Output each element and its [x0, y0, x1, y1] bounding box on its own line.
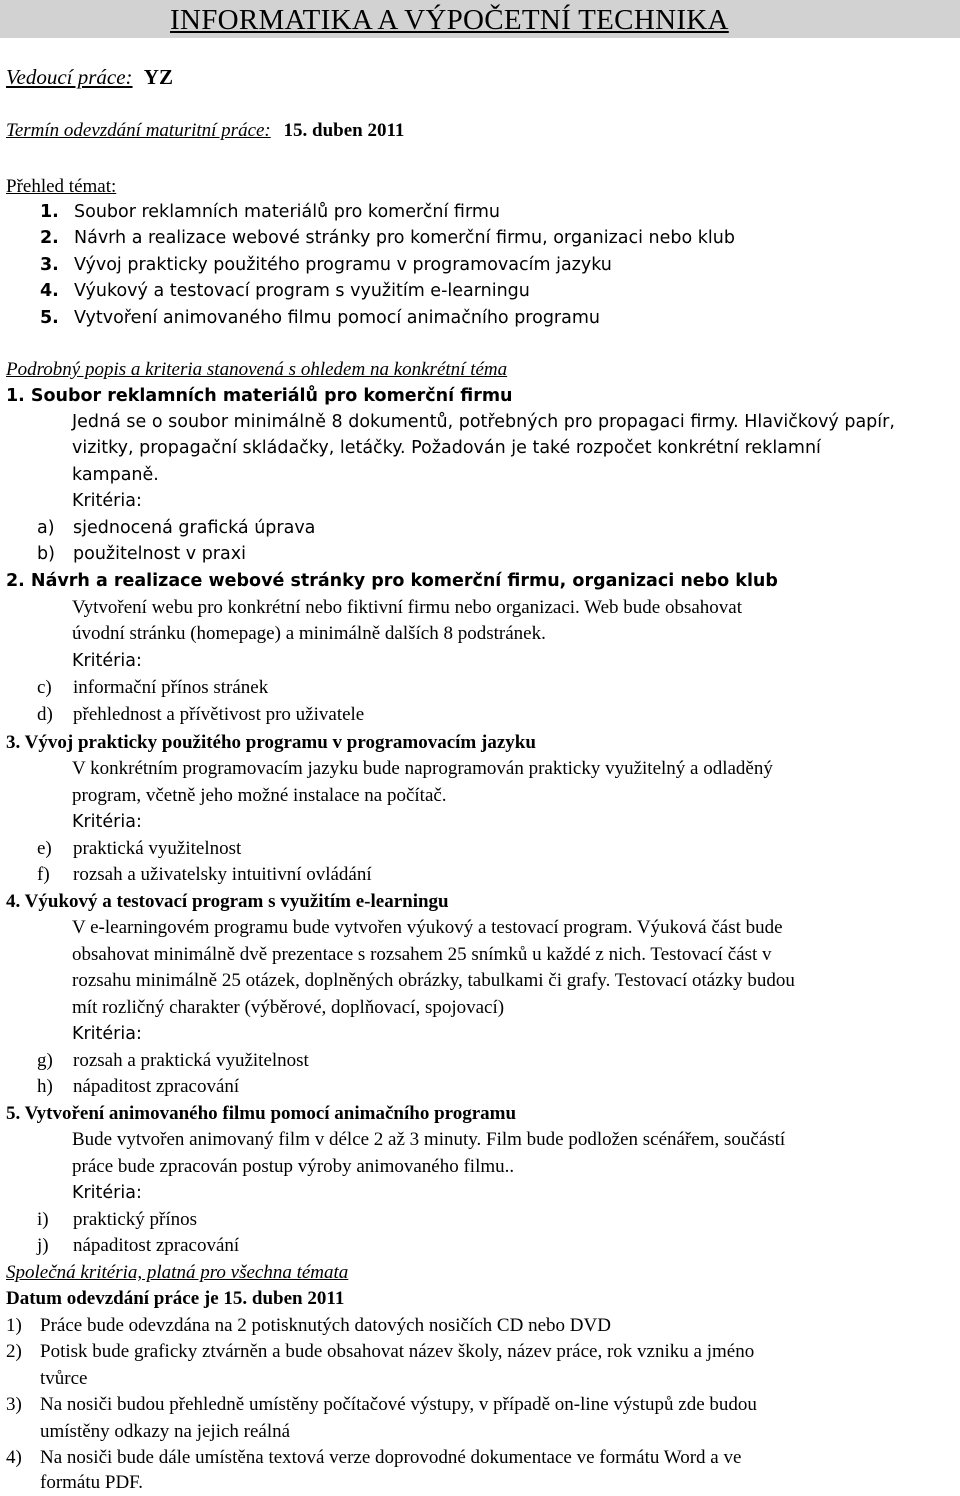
supervisor-row: [6, 64, 173, 90]
topic-desc-line: Jedná se o soubor minimálně 8 dokumentů, potřebných pro propagaci firmy. Hlavičkový papír,: [72, 412, 895, 432]
criteria-item: j) nápaditost zpracování: [37, 1235, 240, 1256]
criteria-item: a) sjednocená grafická úprava: [37, 518, 316, 538]
topic-desc-line: program, včetně jeho možné instalace na počítač.: [72, 785, 447, 806]
common-item: 4) Na nosiči bude dále umístěna textová verze doprovodné dokumentace ve formátu Word a ve: [6, 1447, 742, 1468]
overview-item: 2. Návrh a realizace webové stránky pro komerční firmu, organizaci nebo klub: [40, 228, 735, 248]
overview-item: 5. Vytvoření animovaného filmu pomocí animačního programu: [40, 308, 600, 328]
common-item: 2) Potisk bude graficky ztvárněn a bude obsahovat název školy, název práce, rok vzniku a jméno: [6, 1341, 755, 1362]
topic-desc-line: rozsahu minimálně 25 otázek, doplněných obrázky, tabulkami či grafy. Testovací otázky budou: [72, 970, 795, 991]
deadline-row: [6, 118, 404, 144]
topic-heading: 4. Výukový a testovací program s využitím e-learningu: [6, 891, 449, 912]
criteria-item: b) použitelnost v praxi: [37, 544, 246, 564]
deadline-label: Termín odevzdání maturitní práce:: [6, 120, 271, 141]
criteria-item: c) informační přínos stránek: [37, 677, 269, 698]
overview-item: 4. Výukový a testovací program s využitím e-learningu: [40, 281, 530, 301]
common-item-continuation: formátu PDF.: [40, 1472, 143, 1493]
overview-label: Přehled témat:: [6, 176, 117, 197]
supervisor-label: Vedoucí práce:: [6, 65, 133, 89]
topic-desc-line: Bude vytvořen animovaný film v délce 2 až 3 minuty. Film bude podložen scénářem, součástí: [72, 1129, 786, 1150]
criteria-item: i) praktický přínos: [37, 1209, 198, 1230]
topic-desc-line: práce bude zpracován postup výroby animovaného filmu..: [72, 1156, 515, 1177]
criteria-label: Kritéria:: [72, 1183, 142, 1203]
common-item: 1) Práce bude odevzdána na 2 potisknutých datových nosičích CD nebo DVD: [6, 1315, 611, 1336]
common-item-continuation: umístěny odkazy na jejich reálná: [40, 1421, 291, 1442]
common-heading: Společná kritéria, platná pro všechna témata: [6, 1262, 349, 1283]
criteria-label: Kritéria:: [72, 812, 142, 832]
topic-desc-line: úvodní stránku (homepage) a minimálně dalších 8 podstránek.: [72, 623, 546, 644]
criteria-item: e) praktická využitelnost: [37, 838, 242, 859]
common-item: 3) Na nosiči budou přehledně umístěny počítačové výstupy, v případě on-line výstupů zde budou: [6, 1394, 757, 1415]
supervisor-value: YZ: [143, 65, 173, 89]
topic-desc-line: mít rozličný charakter (výběrové, doplňovací, spojovací): [72, 997, 505, 1018]
topic-desc-line: kampaně.: [72, 465, 159, 485]
criteria-item: d) přehlednost a přívětivost pro uživatele: [37, 704, 365, 725]
topic-desc-line: V e-learningovém programu bude vytvořen výukový a testovací program. Výuková část bude: [72, 917, 783, 938]
criteria-label: Kritéria:: [72, 1024, 142, 1044]
overview-item: 1. Soubor reklamních materiálů pro komerční firmu: [40, 202, 500, 222]
topic-desc-line: V konkrétním programovacím jazyku bude naprogramován prakticky využitelný a odladěný: [72, 758, 773, 779]
criteria-item: f) rozsah a uživatelsky intuitivní ovládání: [37, 864, 372, 885]
page-title: INFORMATIKA A VÝPOČETNÍ TECHNIKA: [170, 4, 729, 36]
topic-desc-line: vizitky, propagační skládačky, letáčky. Požadován je také rozpočet konkrétní reklamní: [72, 438, 821, 458]
deadline-value: 15. duben 2011: [283, 120, 405, 141]
topic-heading: 5. Vytvoření animovaného filmu pomocí animačního programu: [6, 1103, 517, 1124]
topic-heading: 2. Návrh a realizace webové stránky pro komerční firmu, organizaci nebo klub: [6, 571, 778, 591]
topic-desc-line: obsahovat minimálně dvě prezentace s rozsahem 25 snímků u každé z nich. Testovací část v: [72, 944, 772, 965]
details-heading: Podrobný popis a kriteria stanovená s ohledem na konkrétní téma: [6, 359, 508, 380]
topic-desc-line: Vytvoření webu pro konkrétní nebo fiktivní firmu nebo organizaci. Web bude obsahovat: [72, 597, 743, 618]
overview-item: 3. Vývoj prakticky použitého programu v programovacím jazyku: [40, 255, 612, 275]
common-item-continuation: tvůrce: [40, 1368, 88, 1389]
deadline-line: Datum odevzdání práce je 15. duben 2011: [6, 1288, 345, 1309]
criteria-item: h) nápaditost zpracování: [37, 1076, 240, 1097]
criteria-item: g) rozsah a praktická využitelnost: [37, 1050, 309, 1071]
topic-heading: 1. Soubor reklamních materiálů pro komerční firmu: [6, 386, 513, 406]
criteria-label: Kritéria:: [72, 491, 142, 511]
topic-heading: 3. Vývoj prakticky použitého programu v programovacím jazyku: [6, 732, 536, 753]
criteria-label: Kritéria:: [72, 651, 142, 671]
